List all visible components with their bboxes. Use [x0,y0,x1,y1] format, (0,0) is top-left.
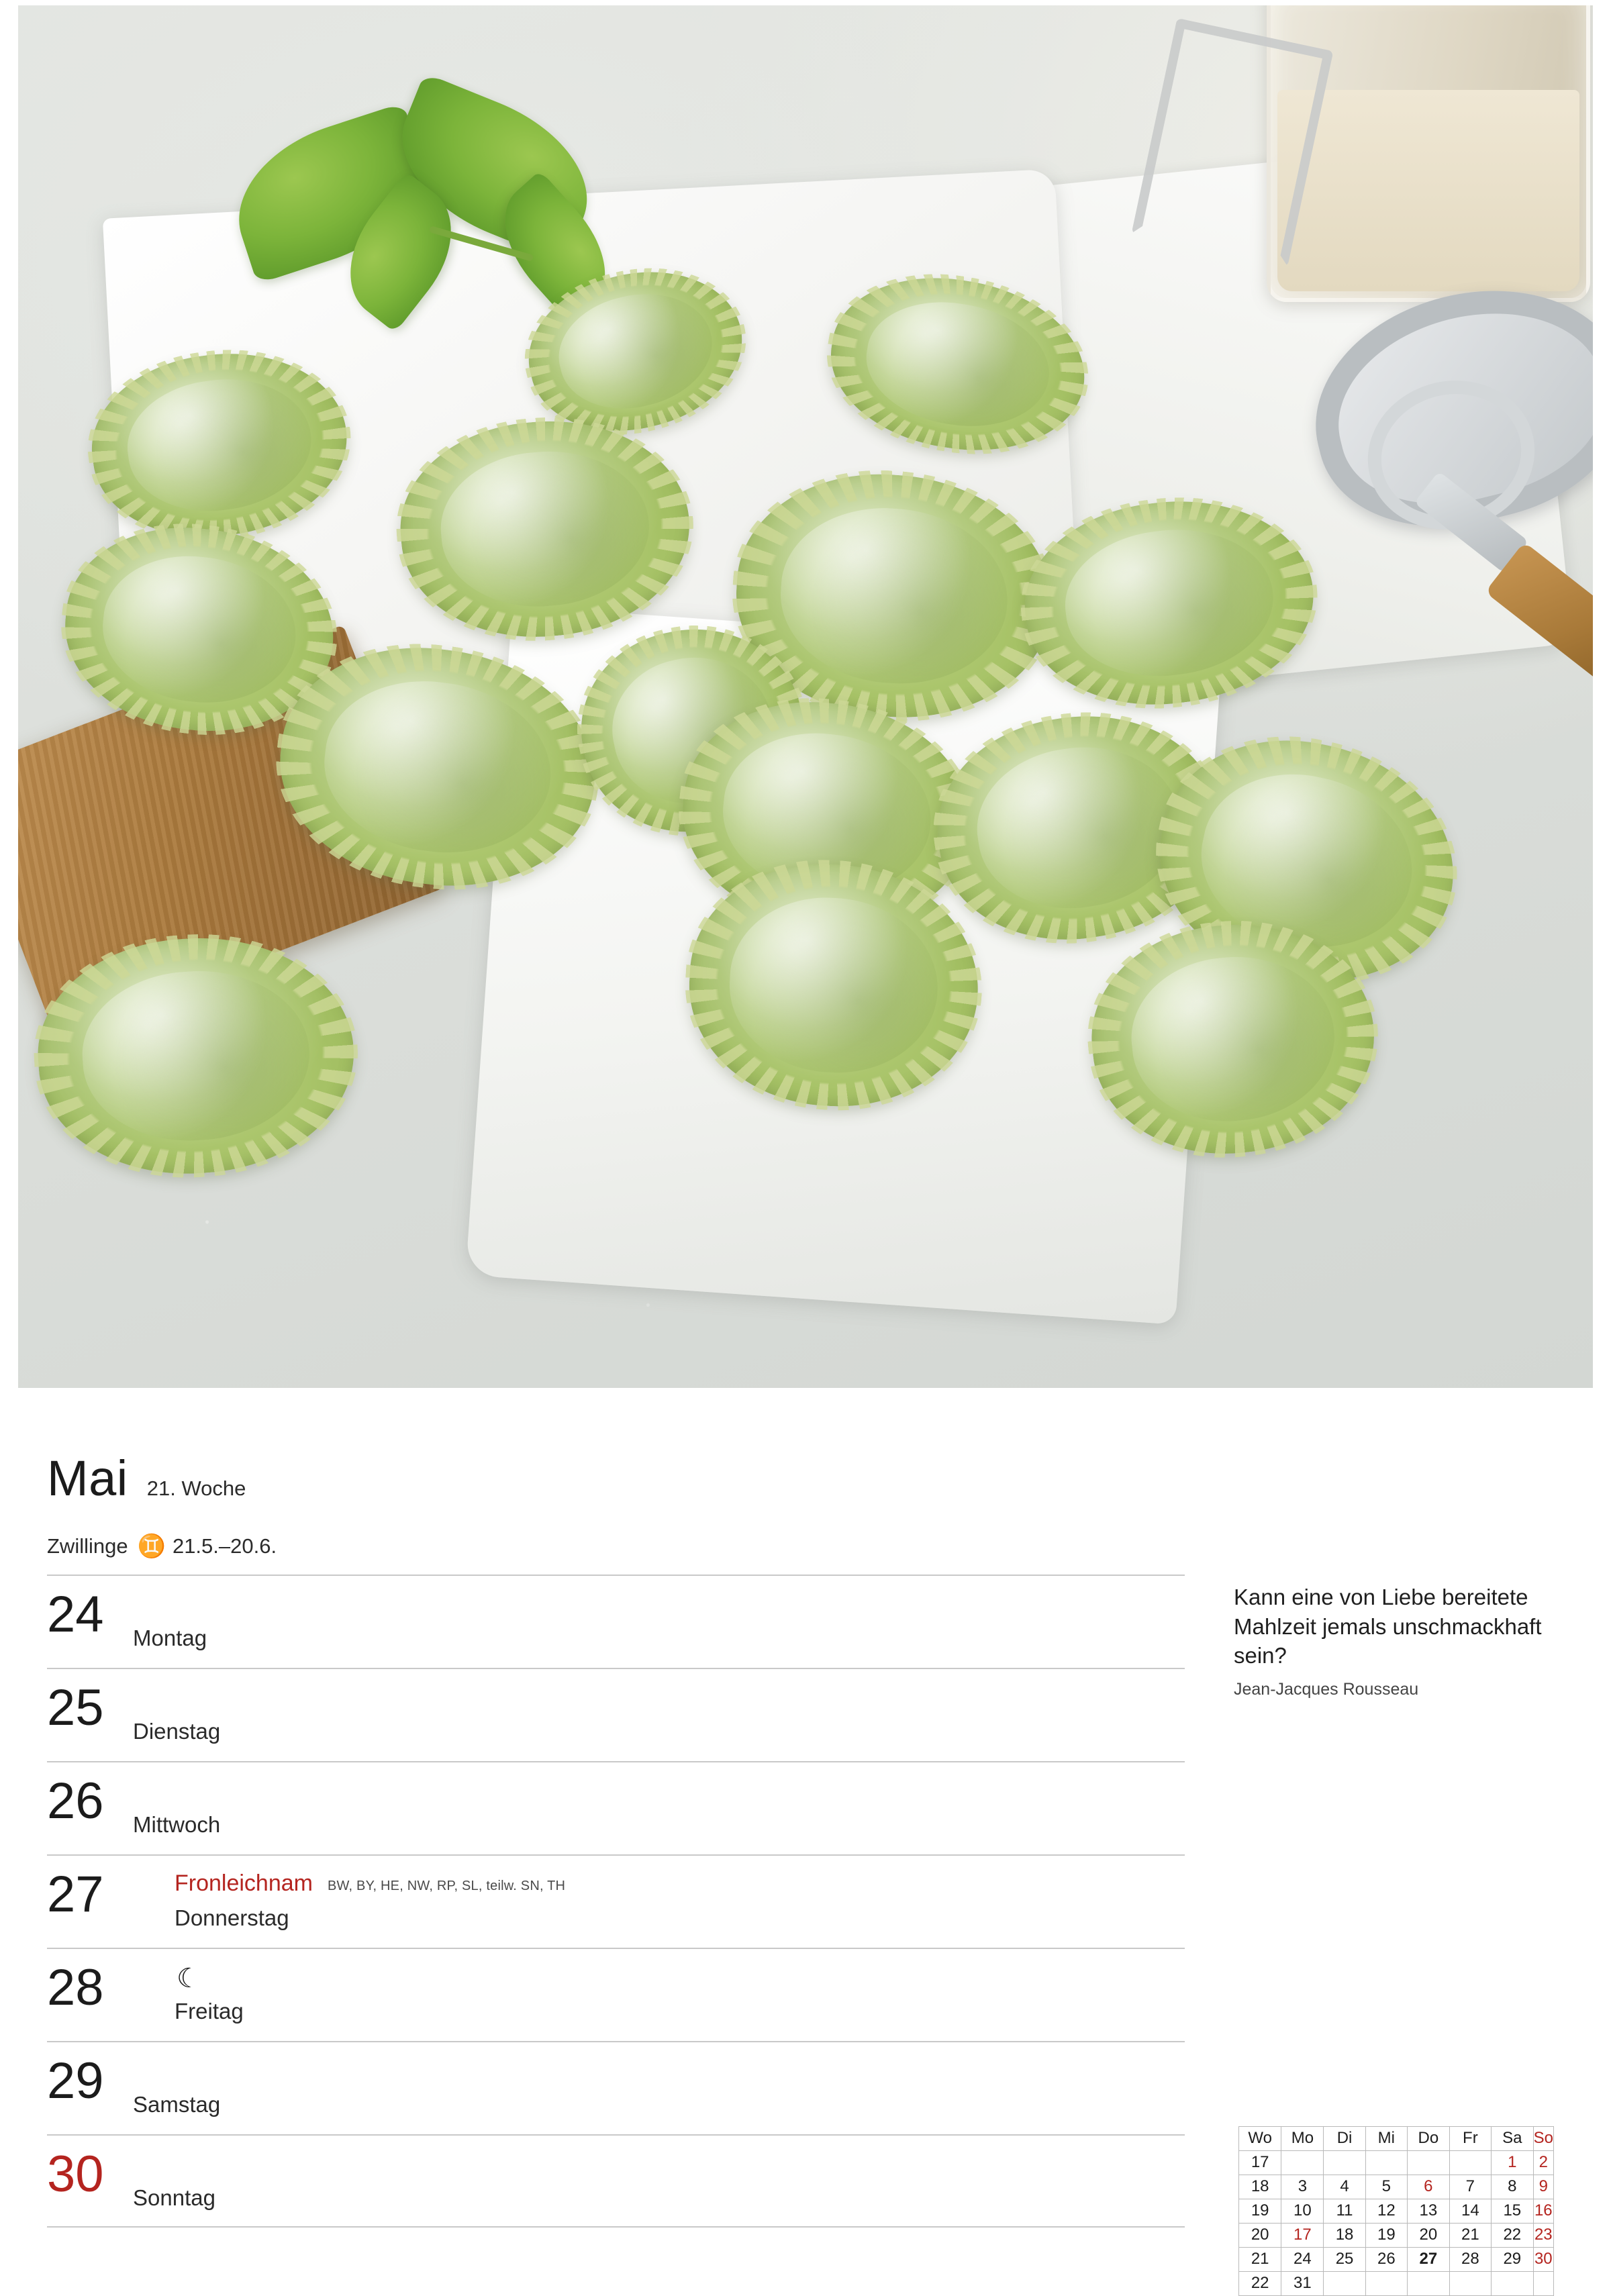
mini-month-header-cell: Sa [1492,2127,1534,2151]
day-weekday: Montag [133,1626,207,1650]
mini-month-week: 17 [1239,2151,1281,2175]
day-weekday: Donnerstag [175,1905,289,1930]
day-weekday: Dienstag [133,1719,221,1744]
mini-month-header-cell: Mo [1281,2127,1324,2151]
mini-month-day: 2 [1533,2151,1553,2175]
mini-month-day [1533,2272,1553,2296]
mini-month-day: 4 [1324,2175,1365,2199]
mini-month-day: 19 [1365,2224,1407,2248]
mini-month-header-row [1239,2127,1554,2151]
mini-month-header-cell: Wo [1239,2127,1281,2151]
mini-month-day: 17 [1281,2224,1324,2248]
zodiac-row [47,1534,277,1558]
zodiac-range: 21.5.–20.6. [172,1534,277,1558]
mini-month-header-cell: Di [1324,2127,1365,2151]
mini-month-day: 30 [1533,2248,1553,2272]
mini-month-row [1239,2151,1554,2175]
quote-block [1234,1583,1549,1699]
quote-text: Kann eine von Liebe bereitete Mahlzeit jemals unschmackhaft sein? [1234,1585,1542,1668]
mini-month-day: 25 [1324,2248,1365,2272]
month-name: Mai [47,1450,128,1506]
zodiac-name: Zwillinge [47,1534,128,1558]
gemini-icon: ♊ [137,1534,163,1559]
moon-phase-icon: ☾ [177,1964,201,1993]
mini-month-day: 15 [1492,2199,1534,2224]
mini-month-row [1239,2175,1554,2199]
mini-month-day [1449,2272,1491,2296]
mini-month-day [1365,2272,1407,2296]
day-number: 27 [47,1866,104,1923]
mini-month-day: 1 [1492,2151,1534,2175]
mini-month-day [1324,2151,1365,2175]
day-list [47,1575,1185,2228]
quote-author: Jean-Jacques Rousseau [1234,1679,1419,1699]
mini-month-day: 10 [1281,2199,1324,2224]
mini-month-day: 3 [1281,2175,1324,2199]
mini-month-day: 22 [1492,2224,1534,2248]
day-number: 24 [47,1586,104,1643]
week-number-label: 21. Woche [146,1477,246,1500]
day-number: 26 [47,1773,104,1830]
mini-month-day: 28 [1449,2248,1491,2272]
mini-month-day: 26 [1365,2248,1407,2272]
mini-month-day: 21 [1449,2224,1491,2248]
mini-month-day: 16 [1533,2199,1553,2224]
mini-month-day: 13 [1407,2199,1449,2224]
day-weekday: Samstag [133,2092,221,2117]
mini-month-day [1324,2272,1365,2296]
mini-month-day: 12 [1365,2199,1407,2224]
mini-month-table [1238,2126,1554,2296]
mini-month-day: 18 [1324,2224,1365,2248]
day-weekday: Freitag [175,1999,244,2024]
mini-month-day: 29 [1492,2248,1534,2272]
day-weekday: Mittwoch [133,1812,221,1837]
mini-month-day [1407,2272,1449,2296]
day-row[interactable] [47,1668,1185,1761]
recipe-photo [18,5,1593,1388]
mini-month-day [1449,2151,1491,2175]
mini-month-day: 5 [1365,2175,1407,2199]
calendar-block [0,1388,1611,2292]
day-weekday: Sonntag [133,2185,215,2210]
mini-month-day: 27 [1407,2248,1449,2272]
mini-month-day [1365,2151,1407,2175]
flour-jar-contents [1277,90,1579,291]
month-header [47,1450,246,1507]
mini-month-week: 19 [1239,2199,1281,2224]
day-number: 30 [47,2146,104,2203]
day-row[interactable] [47,1575,1185,1668]
mini-month-day: 8 [1492,2175,1534,2199]
mini-month-day: 20 [1407,2224,1449,2248]
mini-month-day: 23 [1533,2224,1553,2248]
mini-month-row [1239,2272,1554,2296]
mini-month-day [1281,2151,1324,2175]
mini-month-day: 24 [1281,2248,1324,2272]
day-number: 29 [47,2052,104,2109]
mini-month-day: 9 [1533,2175,1553,2199]
mini-month-day: 14 [1449,2199,1491,2224]
mini-month-header-cell: Mi [1365,2127,1407,2151]
mini-month-header-cell: So [1533,2127,1553,2151]
mini-month-header-cell: Do [1407,2127,1449,2151]
day-row[interactable] [47,1948,1185,2041]
mini-month-day: 6 [1407,2175,1449,2199]
mini-month-day: 11 [1324,2199,1365,2224]
day-row[interactable] [47,1854,1185,1948]
mini-month-week: 18 [1239,2175,1281,2199]
mini-month-row [1239,2199,1554,2224]
mini-month-row [1239,2248,1554,2272]
day-row[interactable] [47,1761,1185,1854]
mini-month-row [1239,2224,1554,2248]
mini-month-day: 7 [1449,2175,1491,2199]
mini-month-day: 31 [1281,2272,1324,2296]
day-row[interactable] [47,2134,1185,2228]
mini-month-week: 22 [1239,2272,1281,2296]
mini-month-day [1492,2272,1534,2296]
mini-month-header-cell: Fr [1449,2127,1491,2151]
day-row[interactable] [47,2041,1185,2134]
holiday-states: BW, BY, HE, NW, RP, SL, teilw. SN, TH [328,1879,566,1893]
holiday-label: Fronleichnam [175,1870,313,1896]
mini-month-day [1407,2151,1449,2175]
day-number: 28 [47,1959,104,2016]
mini-month-week: 20 [1239,2224,1281,2248]
mini-month-week: 21 [1239,2248,1281,2272]
day-number: 25 [47,1679,104,1736]
